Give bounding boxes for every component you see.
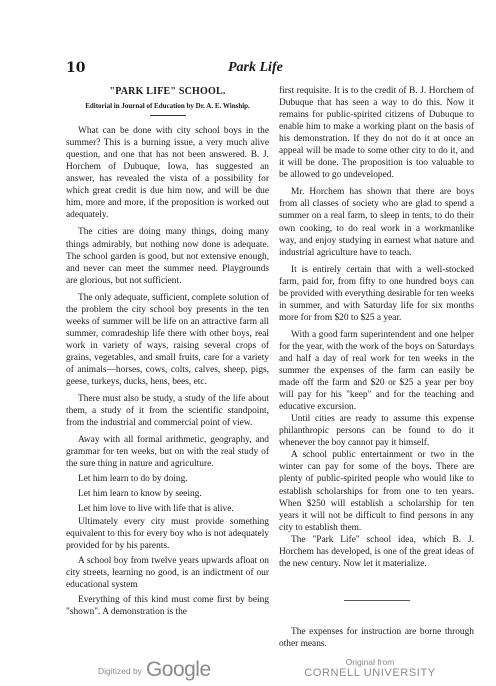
paragraph: Let him learn to know by seeing.: [78, 489, 202, 500]
digitized-by-label: Digitized by: [98, 666, 142, 676]
byline: Editorial in Journal of Education by Dr. A. E. Winship.: [85, 102, 250, 111]
paragraph: Everything of this kind must come first by being "shown". A demonstration is the: [66, 594, 269, 617]
digitized-by-watermark: [98, 660, 211, 680]
paragraph: Let him learn to do by doing.: [78, 474, 188, 485]
paragraph: Ultimately every city must provide something equivalent to this for every boy who is not adequately provided for by his parents.: [66, 516, 269, 551]
paragraph: The cities are doing many things, doing many things admirably, but nothing now done is adequate. The school garden is good, but not extensive enough, and never can meet the summer need. Playgrounds are glorious, but not sufficient.: [66, 227, 269, 286]
institution-name: CORNELL UNIVERSITY: [304, 667, 436, 679]
paragraph: Away with all formal arithmetic, geography, and grammar for ten weeks, but on with the real study of the sure thing in nature and agriculture.: [66, 435, 269, 470]
left-column: [66, 86, 269, 618]
paragraph: Until cities are ready to assume this expense philanthropic persons can be found to do it whenever the boy cannot pay it himself.: [279, 414, 474, 449]
right-column: [279, 85, 474, 650]
section-divider: [344, 600, 410, 601]
paragraph: There must also be study, a study of the life about them, a study of it from the scientific standpoint, from the industrial and commercial point of view.: [66, 394, 269, 429]
paragraph: Let him love to live with life that is alive.: [78, 504, 234, 515]
paragraph: It is entirely certain that with a well-stocked farm, paid for, from fifty to one hundred boys can be provided with everything desirable for ten weeks in summer, and with Saturday life for six months more for from $20 to $25 a year.: [279, 264, 474, 323]
paragraph: A school public entertainment or two in the winter can pay for some of the boys. There are plenty of public-spirited people who would like to establish scholarships for from one to ten years. When $250 will establish a scholarship for ten years it will not be difficult to find persons in any city to establish them.: [279, 450, 474, 533]
closing-paragraph: The expenses for instruction are borne through other means.: [279, 626, 474, 649]
paragraph: What can be done with city school boys in the summer? This is a burning issue, a very much alive question, and one that has not been answered. B. J. Horchem of Dubuque, Iowa, has suggested an answer, has revealed the vista of a possibility for which great credit is due him now, and will be due him, more and more, if the proposition is worked out adequately.: [66, 126, 269, 221]
paragraph: The only adequate, sufficient, complete solution of the problem the city school boy presents in the ten weeks of summer will be life on an attractive farm all summer, comradeship life there with other boys, real work in variety of ways, raising several crops of grains, vegetables, and small fruits, care for a variety of animals—horses, cows, colts, calves, sheep, pigs, geese, turkeys, ducks, hens, bees, etc.: [66, 292, 269, 388]
running-head: Park Life: [228, 60, 283, 75]
paragraph: With a good farm superintendent and one helper for the year, with the work of the boys on Saturdays and half a day of real work for ten weeks in the summer the expenses of the farm can easily be made off the farm and $20 or $25 a year per boy will pay for his "keep" and for the teaching and educative excursion.: [279, 329, 474, 413]
title-divider: [150, 115, 186, 116]
paragraph: The "Park Life" school idea, which B. J. Horchem has developed, is one of the great ideas of the new century. Now let it materialize.: [279, 534, 474, 569]
google-logo: Google: [145, 658, 211, 681]
original-from-watermark: [296, 657, 444, 680]
paragraph: Mr. Horchem has shown that there are boys from all classes of society who are glad to spend a summer on a real farm, to sleep in tents, to do their own cooking, to do real work in a workmanlike way, and enjoy studying in earnest what nature and industrial agriculture have to teach.: [279, 187, 474, 258]
paragraph: first requisite. It is to the credit of B. J. Horchem of Dubuque that has seen a way to do this. Now it remains for public-spirited citizens of Dubuque to enable him to make a working plant on the basis of his demonstration. If they do not do it at once an appeal will be made to some other city to do it, and it will be done. The proposition is too valuable to be allowed to go undeveloped.: [279, 86, 474, 181]
page-number: 10: [66, 60, 86, 76]
paragraph: A school boy from twelve years upwards afloat on city streets, learning no good, is an indictment of our educational system: [66, 555, 269, 590]
article-title: "PARK LIFE" SCHOOL.: [109, 86, 226, 97]
original-from-label: Original from: [345, 657, 395, 667]
